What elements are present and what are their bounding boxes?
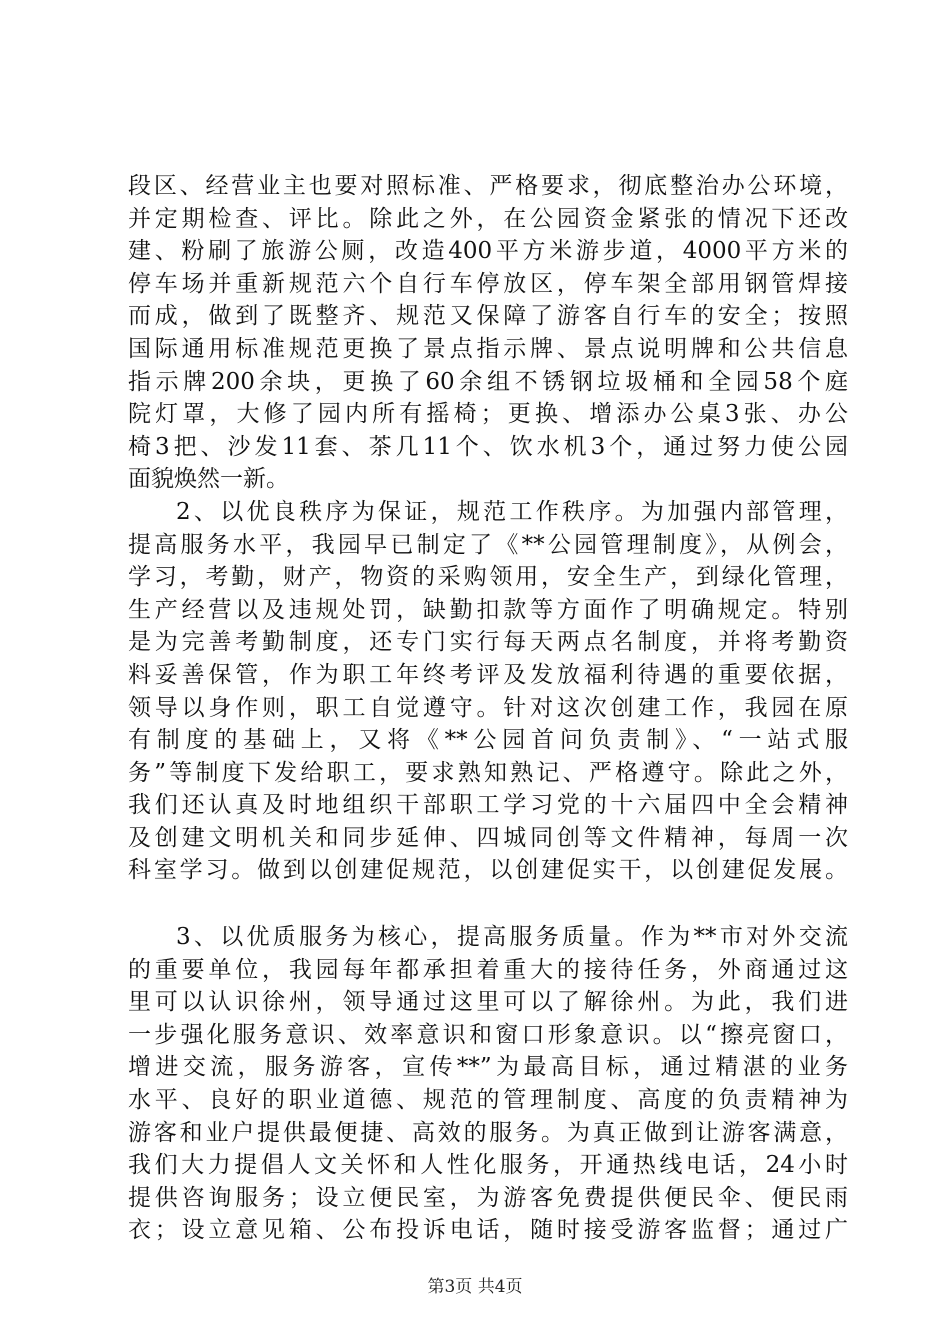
text-line: 增进交流，服务游客，宣传**”为最高目标，通过精湛的业务	[128, 1054, 848, 1081]
text-line: 指示牌200余块，更换了60余组不锈钢垃圾桶和全园58个庭	[128, 368, 848, 395]
text-line: 停车场并重新规范六个自行车停放区，停车架全部用钢管焊接	[128, 270, 848, 297]
text-line: 而成，做到了既整齐、规范又保障了游客自行车的安全；按照	[128, 303, 848, 330]
document-body	[128, 170, 848, 1247]
page-number-footer: 第3页 共4页	[427, 1277, 523, 1297]
text-line: 料妥善保管，作为职工年终考评及发放福利待遇的重要依据，	[128, 661, 848, 688]
text-line: 水平、良好的职业道德、规范的管理制度、高度的负责精神为	[128, 1087, 848, 1114]
text-line: 里可以认识徐州，领导通过这里可以了解徐州。为此，我们进	[128, 989, 848, 1016]
paragraph-2	[128, 496, 848, 887]
text-line: 提供咨询服务；设立便民室，为游客免费提供便民伞、便民雨	[128, 1184, 848, 1211]
paragraph-spacer	[128, 887, 848, 921]
text-line: 是为完善考勤制度，还专门实行每天两点名制度，并将考勤资	[128, 629, 848, 656]
text-line: 游客和业户提供最便捷、高效的服务。为真正做到让游客满意，	[128, 1119, 848, 1146]
text-line: 面貌焕然一新。	[128, 466, 289, 493]
text-line: 及创建文明机关和同步延伸、四城同创等文件精神，每周一次	[128, 824, 848, 851]
text-line: 院灯罩，大修了园内所有摇椅；更换、增添办公桌3张、办公	[128, 401, 848, 428]
text-line: 我们还认真及时地组织干部职工学习党的十六届四中全会精神	[128, 792, 848, 819]
text-line: 有制度的基础上，又将《**公园首问负责制》、“一站式服	[128, 727, 848, 754]
text-line: 的重要单位，我园每年都承担着重大的接待任务，外商通过这	[128, 956, 848, 983]
text-line: 衣；设立意见箱、公布投诉电话，随时接受游客监督；通过广	[128, 1217, 848, 1244]
text-line: 一步强化服务意识、效率意识和窗口形象意识。以“擦亮窗口，	[128, 1021, 848, 1048]
text-line: 我们大力提倡人文关怀和人性化服务，开通热线电话，24小时	[128, 1152, 848, 1179]
text-line: 国际通用标准规范更换了景点指示牌、景点说明牌和公共信息	[128, 335, 848, 362]
text-line: 建、粉刷了旅游公厕，改造400平方米游步道，4000平方米的	[128, 238, 848, 265]
text-line: 2、以优良秩序为保证，规范工作秩序。为加强内部管理，	[176, 498, 848, 525]
paragraph-3	[128, 921, 848, 1247]
text-line: 3、以优质服务为核心，提高服务质量。作为**市对外交流	[176, 924, 848, 951]
text-line: 并定期检查、评比。除此之外，在公园资金紧张的情况下还改	[128, 205, 848, 232]
text-line: 段区、经营业主也要对照标准、严格要求，彻底整治办公环境，	[128, 173, 848, 199]
text-line: 生产经营以及违规处罚，缺勤扣款等方面作了明确规定。特别	[128, 596, 848, 623]
text-line: 科室学习。做到以创建促规范，以创建促实干，以创建促发展。	[128, 857, 848, 884]
text-line: 学习，考勤，财产，物资的采购领用，安全生产，到绿化管理，	[128, 564, 848, 591]
paragraph-1	[128, 170, 848, 496]
text-line: 椅3把、沙发11套、茶几11个、饮水机3个，通过努力使公园	[128, 433, 848, 460]
text-line: 提高服务水平，我园早已制定了《**公园管理制度》，从例会，	[128, 531, 848, 558]
text-line: 领导以身作则，职工自觉遵守。针对这次创建工作，我园在原	[128, 694, 848, 721]
text-line: 务”等制度下发给职工，要求熟知熟记、严格遵守。除此之外，	[128, 759, 848, 786]
